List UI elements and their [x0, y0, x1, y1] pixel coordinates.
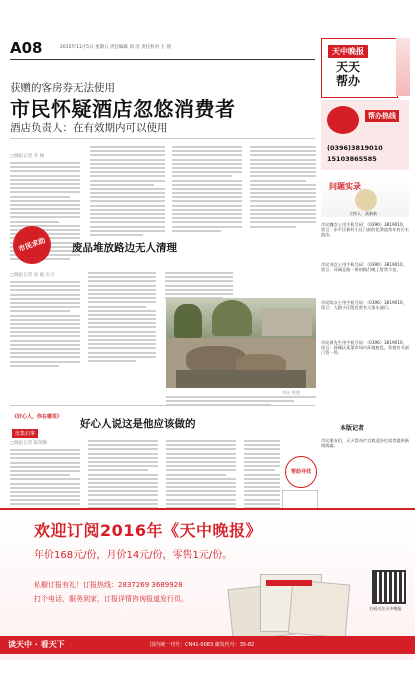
news-photo	[166, 298, 316, 388]
subscription-ad	[0, 508, 415, 660]
help-find-badge: 帮助寻找	[285, 456, 317, 488]
lead-byline: □晚报记者 李 楠	[10, 154, 45, 159]
ad-issn: 国内统一刊号：CN41-0083 邮发代号：35-82	[150, 642, 255, 648]
phone-icon	[327, 106, 359, 134]
lead-subhead: 酒店负责人：在有效期内可以使用	[10, 122, 168, 134]
lead-body-col4	[250, 146, 316, 230]
photo-caption: 市民 供图	[282, 390, 301, 395]
third-body-col4	[244, 440, 280, 515]
brand-side-art	[396, 38, 410, 96]
mid-rule	[10, 405, 315, 406]
sidebar-entry-4: 市民周先生用手机号码：（0396）3819010，留言：驿城区某菜市场内环境脏乱，希望有关部门管一管。	[321, 340, 409, 356]
lead-body-col2	[90, 146, 165, 238]
third-badge: 《好心人，你在哪里》 征集启事	[12, 414, 63, 437]
hotline-phone-1: (0396)3819010	[327, 144, 383, 152]
sidebar-entry-3: 市民陈女士用手机号码：（0396）3819010，留言：大路小区附近常有大货车通行。	[321, 300, 407, 311]
photo-caption-lines	[166, 396, 316, 409]
mid-body-col1	[10, 281, 80, 369]
ad-headline: 欢迎订阅2016年《天中晚报》	[34, 521, 263, 540]
lead-kicker: 获赠的客房券无法使用	[10, 82, 115, 94]
third-byline: □晚报记者 陈瑞琳	[10, 441, 48, 446]
ad-footer-bar	[0, 636, 415, 654]
ad-hotline: 私橱订报有礼！订报热线：2837269 3689928	[34, 581, 183, 589]
ad-newspaper-stack	[230, 568, 350, 638]
ad-follow-text: 扫码关注天中晚报	[369, 606, 402, 611]
lead-rule	[10, 138, 315, 139]
hotline-box	[321, 100, 409, 170]
help-badge: 市民求助	[8, 221, 57, 270]
host-avatar-icon	[355, 189, 377, 211]
host-name: 主持人：高新新	[349, 211, 377, 216]
sidebar-entry-2: 市民刘女士用手机号码：（0396）3819010，留言：环城北路一带的路灯晚上常常不亮。	[321, 262, 407, 273]
hotline-label: 帮办热线	[365, 110, 399, 122]
dateline: 2015年11月5日 星期五 责任编辑 刘 洁 责任校对 王 倩	[60, 45, 172, 50]
page-number: A08	[10, 39, 43, 57]
hotline-phone-2: 15103865585	[327, 155, 377, 163]
mid-body-col3	[165, 272, 233, 301]
problem-record-header	[321, 175, 409, 217]
third-headline: 好心人说这是他应该做的	[80, 418, 196, 430]
lead-headline: 市民怀疑酒店忽悠消费者	[10, 97, 236, 121]
mid-headline: 废品堆放路边无人清理	[72, 242, 177, 254]
ad-prices: 年价168元/份，月价14元/份，零售1元/份。	[34, 550, 233, 561]
sidebar-thanks-title: 本版记者	[340, 425, 365, 432]
brand-logo: 天中晚报	[328, 45, 368, 58]
ad-slogan: 读天中 · 看天下	[8, 640, 65, 649]
brand-block	[321, 38, 398, 98]
lead-body-col3	[172, 146, 242, 234]
header-rule	[10, 59, 315, 60]
ad-qr-code[interactable]	[372, 570, 406, 604]
problem-record-title: 问题实录	[329, 182, 361, 191]
column-title: 天天帮办	[336, 60, 361, 88]
ad-services: 打个电话，服务到家，订报详情咨询报道发行员。	[34, 595, 188, 603]
sidebar-thanks-body: 市民朋友们，天天帮办栏目欢迎各位读者提供新闻线索。	[321, 438, 409, 449]
mid-byline: □晚报记者 袁 毅 实习	[10, 273, 55, 278]
mid-body-col2	[88, 272, 156, 364]
sidebar-entry-1: 市民魏女士用手机号码：（0396）3819010，留言：东平区新村小区门前的化粪池常年有污水流出。	[321, 222, 409, 238]
